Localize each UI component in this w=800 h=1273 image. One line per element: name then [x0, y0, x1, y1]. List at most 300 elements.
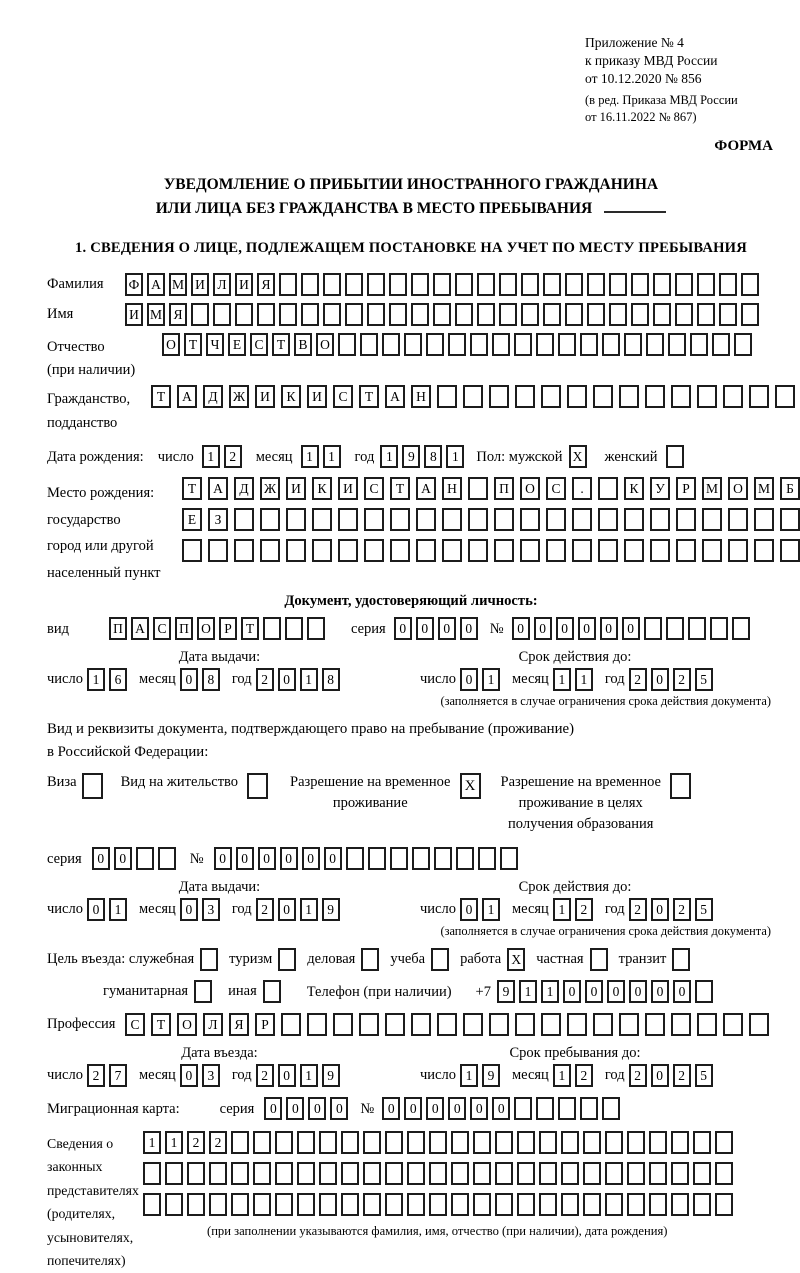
birthplace-cell[interactable] — [468, 539, 488, 562]
citizenship-cell[interactable] — [567, 385, 587, 408]
representative-cell[interactable] — [165, 1193, 183, 1216]
permit-series-cell[interactable] — [136, 847, 154, 870]
phone-cell[interactable] — [695, 980, 713, 1003]
birth-year-cell[interactable]: 9 — [402, 445, 420, 468]
citizenship-cell[interactable]: Д — [203, 385, 223, 408]
surname-cell[interactable] — [719, 273, 737, 296]
surname-cell[interactable] — [433, 273, 451, 296]
representative-cell[interactable] — [451, 1193, 469, 1216]
identity-valid-day-cell[interactable]: 1 — [482, 668, 500, 691]
migration-card-number-cell[interactable]: 0 — [404, 1097, 422, 1120]
birthplace-cell[interactable]: С — [546, 477, 566, 500]
phone-cell[interactable]: 0 — [585, 980, 603, 1003]
representative-cell[interactable] — [715, 1193, 733, 1216]
permit-number-cell[interactable] — [390, 847, 408, 870]
firstname-cell[interactable] — [301, 303, 319, 326]
representative-cell[interactable]: 2 — [187, 1131, 205, 1154]
birthplace-cell[interactable]: О — [520, 477, 540, 500]
surname-cell[interactable]: А — [147, 273, 165, 296]
patronymic-cell[interactable]: Т — [272, 333, 290, 356]
birthplace-cell[interactable] — [780, 539, 800, 562]
firstname-cell[interactable] — [565, 303, 583, 326]
surname-cell[interactable] — [543, 273, 561, 296]
representative-cell[interactable]: 2 — [209, 1131, 227, 1154]
stay-day-cell[interactable]: 9 — [482, 1064, 500, 1087]
birthplace-cell[interactable]: З — [208, 508, 228, 531]
stay-year-cell[interactable]: 2 — [629, 1064, 647, 1087]
birthplace-cell[interactable]: . — [572, 477, 592, 500]
citizenship-cell[interactable] — [749, 385, 769, 408]
purpose-transit-cell[interactable] — [672, 948, 690, 971]
birthplace-cell[interactable]: П — [494, 477, 514, 500]
representative-cell[interactable] — [231, 1131, 249, 1154]
profession-cell[interactable] — [333, 1013, 353, 1036]
citizenship-cell[interactable]: Ж — [229, 385, 249, 408]
permit-issue-day-cell[interactable]: 0 — [87, 898, 105, 921]
firstname-cell[interactable] — [543, 303, 561, 326]
birthplace-cell[interactable]: Ж — [260, 477, 280, 500]
entry-year-cell[interactable]: 1 — [300, 1064, 318, 1087]
stay-month-cell[interactable]: 2 — [575, 1064, 593, 1087]
identity-issue-day-cell[interactable]: 1 — [87, 668, 105, 691]
profession-cell[interactable] — [281, 1013, 301, 1036]
surname-cell[interactable] — [565, 273, 583, 296]
patronymic-cell[interactable] — [338, 333, 356, 356]
representative-cell[interactable] — [143, 1162, 161, 1185]
identity-issue-year-cell[interactable]: 8 — [322, 668, 340, 691]
birthplace-cell[interactable]: А — [208, 477, 228, 500]
profession-cell[interactable]: Л — [203, 1013, 223, 1036]
representative-cell[interactable] — [297, 1162, 315, 1185]
identity-valid-day-cell[interactable]: 0 — [460, 668, 478, 691]
representative-cell[interactable]: 1 — [165, 1131, 183, 1154]
birthplace-cell[interactable]: Б — [780, 477, 800, 500]
birth-day-cell[interactable]: 1 — [202, 445, 220, 468]
permit-valid-day-cell[interactable]: 0 — [460, 898, 478, 921]
birthplace-cell[interactable] — [312, 508, 332, 531]
migration-card-number-cell[interactable]: 0 — [492, 1097, 510, 1120]
migration-card-series-cell[interactable]: 0 — [264, 1097, 282, 1120]
birthplace-cell[interactable] — [364, 508, 384, 531]
birthplace-cell[interactable] — [702, 508, 722, 531]
firstname-cell[interactable] — [191, 303, 209, 326]
birthplace-cell[interactable] — [182, 539, 202, 562]
birthplace-cell[interactable] — [650, 508, 670, 531]
birthplace-cell[interactable] — [702, 539, 722, 562]
identity-issue-year-cell[interactable]: 0 — [278, 668, 296, 691]
representative-cell[interactable] — [561, 1131, 579, 1154]
stay-day-cell[interactable]: 1 — [460, 1064, 478, 1087]
citizenship-cell[interactable] — [671, 385, 691, 408]
profession-cell[interactable]: Т — [151, 1013, 171, 1036]
surname-cell[interactable] — [499, 273, 517, 296]
patronymic-cell[interactable] — [360, 333, 378, 356]
migration-card-series-cell[interactable]: 0 — [330, 1097, 348, 1120]
permit-number-cell[interactable] — [434, 847, 452, 870]
representative-cell[interactable] — [341, 1162, 359, 1185]
identity-issue-month-cell[interactable]: 0 — [180, 668, 198, 691]
representative-cell[interactable] — [473, 1162, 491, 1185]
birthplace-cell[interactable]: М — [702, 477, 722, 500]
representative-cell[interactable] — [187, 1162, 205, 1185]
permit-issue-year-cell[interactable]: 0 — [278, 898, 296, 921]
surname-cell[interactable] — [367, 273, 385, 296]
permit-valid-year-cell[interactable]: 0 — [651, 898, 669, 921]
profession-cell[interactable] — [697, 1013, 717, 1036]
representative-cell[interactable] — [605, 1162, 623, 1185]
citizenship-cell[interactable]: И — [255, 385, 275, 408]
birthplace-cell[interactable]: У — [650, 477, 670, 500]
representative-cell[interactable] — [539, 1131, 557, 1154]
representative-cell[interactable] — [495, 1131, 513, 1154]
permit-number-cell[interactable]: 0 — [214, 847, 232, 870]
citizenship-cell[interactable]: К — [281, 385, 301, 408]
representative-cell[interactable] — [209, 1193, 227, 1216]
birthplace-cell[interactable] — [312, 539, 332, 562]
birthplace-cell[interactable]: Т — [390, 477, 410, 500]
representative-cell[interactable] — [693, 1162, 711, 1185]
firstname-cell[interactable] — [367, 303, 385, 326]
birthplace-cell[interactable] — [442, 539, 462, 562]
surname-cell[interactable] — [675, 273, 693, 296]
surname-cell[interactable]: И — [235, 273, 253, 296]
identity-valid-month-cell[interactable]: 1 — [575, 668, 593, 691]
representative-cell[interactable] — [693, 1131, 711, 1154]
phone-cell[interactable]: 0 — [563, 980, 581, 1003]
representative-cell[interactable] — [363, 1193, 381, 1216]
birthplace-cell[interactable] — [416, 539, 436, 562]
entry-day-cell[interactable]: 7 — [109, 1064, 127, 1087]
representative-cell[interactable] — [693, 1193, 711, 1216]
representative-cell[interactable] — [341, 1193, 359, 1216]
representative-cell[interactable] — [671, 1162, 689, 1185]
profession-cell[interactable] — [593, 1013, 613, 1036]
patronymic-cell[interactable] — [404, 333, 422, 356]
representative-cell[interactable] — [429, 1131, 447, 1154]
citizenship-cell[interactable] — [645, 385, 665, 408]
representative-cell[interactable] — [649, 1131, 667, 1154]
birthplace-cell[interactable] — [338, 539, 358, 562]
entry-year-cell[interactable]: 2 — [256, 1064, 274, 1087]
profession-cell[interactable] — [359, 1013, 379, 1036]
birthplace-cell[interactable] — [260, 508, 280, 531]
migration-card-number-cell[interactable] — [514, 1097, 532, 1120]
patronymic-cell[interactable] — [448, 333, 466, 356]
surname-cell[interactable] — [741, 273, 759, 296]
profession-cell[interactable] — [307, 1013, 327, 1036]
birth-year-cell[interactable]: 1 — [446, 445, 464, 468]
migration-card-number-cell[interactable] — [558, 1097, 576, 1120]
doc-series-cell[interactable]: 0 — [394, 617, 412, 640]
birthplace-cell[interactable] — [494, 539, 514, 562]
birthplace-cell[interactable] — [598, 477, 618, 500]
birthplace-cell[interactable]: О — [728, 477, 748, 500]
citizenship-cell[interactable]: С — [333, 385, 353, 408]
permit-number-cell[interactable] — [368, 847, 386, 870]
representative-cell[interactable] — [473, 1131, 491, 1154]
entry-year-cell[interactable]: 0 — [278, 1064, 296, 1087]
identity-issue-month-cell[interactable]: 8 — [202, 668, 220, 691]
profession-cell[interactable] — [671, 1013, 691, 1036]
birth-year-cell[interactable]: 8 — [424, 445, 442, 468]
representative-cell[interactable] — [385, 1131, 403, 1154]
representative-cell[interactable] — [671, 1131, 689, 1154]
birthplace-cell[interactable] — [234, 508, 254, 531]
patronymic-cell[interactable] — [602, 333, 620, 356]
representative-cell[interactable] — [385, 1193, 403, 1216]
patronymic-cell[interactable] — [668, 333, 686, 356]
citizenship-cell[interactable] — [541, 385, 561, 408]
firstname-cell[interactable] — [213, 303, 231, 326]
profession-cell[interactable] — [411, 1013, 431, 1036]
doc-number-cell[interactable]: 0 — [578, 617, 596, 640]
birthplace-cell[interactable] — [728, 508, 748, 531]
permit-series-cell[interactable] — [158, 847, 176, 870]
representative-cell[interactable] — [275, 1131, 293, 1154]
representative-cell[interactable] — [297, 1131, 315, 1154]
birthplace-cell[interactable] — [494, 508, 514, 531]
representative-cell[interactable] — [297, 1193, 315, 1216]
representative-cell[interactable] — [715, 1162, 733, 1185]
firstname-cell[interactable] — [257, 303, 275, 326]
representative-cell[interactable] — [495, 1193, 513, 1216]
identity-issue-day-cell[interactable]: 6 — [109, 668, 127, 691]
representative-cell[interactable] — [407, 1131, 425, 1154]
citizenship-cell[interactable] — [619, 385, 639, 408]
representative-cell[interactable] — [187, 1193, 205, 1216]
doc-number-cell[interactable]: 0 — [534, 617, 552, 640]
representative-cell[interactable] — [231, 1193, 249, 1216]
representative-cell[interactable] — [319, 1131, 337, 1154]
permit-valid-month-cell[interactable]: 1 — [553, 898, 571, 921]
birthplace-cell[interactable] — [468, 508, 488, 531]
citizenship-cell[interactable]: Н — [411, 385, 431, 408]
birthplace-cell[interactable]: А — [416, 477, 436, 500]
birthplace-cell[interactable] — [520, 508, 540, 531]
patronymic-cell[interactable] — [712, 333, 730, 356]
citizenship-cell[interactable] — [723, 385, 743, 408]
purpose-humanitarian-cell[interactable] — [194, 980, 212, 1003]
firstname-cell[interactable] — [521, 303, 539, 326]
doc-number-cell[interactable] — [732, 617, 750, 640]
doc-kind-cell[interactable]: О — [197, 617, 215, 640]
birthplace-cell[interactable] — [234, 539, 254, 562]
representative-cell[interactable] — [363, 1162, 381, 1185]
doc-series-cell[interactable]: 0 — [416, 617, 434, 640]
firstname-cell[interactable] — [411, 303, 429, 326]
surname-cell[interactable]: Я — [257, 273, 275, 296]
permit-series-cell[interactable]: 0 — [92, 847, 110, 870]
birthplace-cell[interactable] — [390, 539, 410, 562]
representative-cell[interactable] — [209, 1162, 227, 1185]
firstname-cell[interactable] — [279, 303, 297, 326]
birthplace-cell[interactable] — [650, 539, 670, 562]
permit-number-cell[interactable] — [412, 847, 430, 870]
permit-issue-year-cell[interactable]: 9 — [322, 898, 340, 921]
permit-valid-year-cell[interactable]: 5 — [695, 898, 713, 921]
representative-cell[interactable] — [583, 1131, 601, 1154]
surname-cell[interactable]: Л — [213, 273, 231, 296]
purpose-tourism-cell[interactable] — [278, 948, 296, 971]
permit-series-cell[interactable]: 0 — [114, 847, 132, 870]
birthplace-cell[interactable] — [780, 508, 800, 531]
permit-valid-month-cell[interactable]: 2 — [575, 898, 593, 921]
permit-issue-month-cell[interactable]: 3 — [202, 898, 220, 921]
doc-kind-cell[interactable] — [307, 617, 325, 640]
birthplace-cell[interactable] — [546, 508, 566, 531]
patronymic-cell[interactable] — [382, 333, 400, 356]
doc-series-cell[interactable]: 0 — [438, 617, 456, 640]
doc-kind-cell[interactable]: П — [109, 617, 127, 640]
birth-month-cell[interactable]: 1 — [323, 445, 341, 468]
firstname-cell[interactable] — [455, 303, 473, 326]
firstname-cell[interactable] — [477, 303, 495, 326]
birthplace-cell[interactable]: Д — [234, 477, 254, 500]
birthplace-cell[interactable] — [416, 508, 436, 531]
doc-number-cell[interactable]: 0 — [600, 617, 618, 640]
representative-cell[interactable] — [627, 1193, 645, 1216]
representative-cell[interactable] — [451, 1131, 469, 1154]
patronymic-cell[interactable] — [646, 333, 664, 356]
birthplace-cell[interactable] — [520, 539, 540, 562]
permit-valid-year-cell[interactable]: 2 — [629, 898, 647, 921]
birthplace-cell[interactable]: Т — [182, 477, 202, 500]
surname-cell[interactable] — [697, 273, 715, 296]
patronymic-cell[interactable]: Е — [228, 333, 246, 356]
citizenship-cell[interactable] — [515, 385, 535, 408]
birthplace-cell[interactable] — [676, 508, 696, 531]
permit-number-cell[interactable] — [478, 847, 496, 870]
identity-issue-year-cell[interactable]: 2 — [256, 668, 274, 691]
surname-cell[interactable]: М — [169, 273, 187, 296]
permit-valid-day-cell[interactable]: 1 — [482, 898, 500, 921]
profession-cell[interactable] — [645, 1013, 665, 1036]
permit-issue-day-cell[interactable]: 1 — [109, 898, 127, 921]
representative-cell[interactable] — [517, 1131, 535, 1154]
entry-day-cell[interactable]: 2 — [87, 1064, 105, 1087]
citizenship-cell[interactable]: Т — [359, 385, 379, 408]
purpose-work-cell[interactable]: X — [507, 948, 525, 971]
representative-cell[interactable] — [275, 1162, 293, 1185]
representative-cell[interactable] — [253, 1131, 271, 1154]
profession-cell[interactable] — [385, 1013, 405, 1036]
profession-cell[interactable]: С — [125, 1013, 145, 1036]
profession-cell[interactable] — [723, 1013, 743, 1036]
representative-cell[interactable] — [649, 1193, 667, 1216]
migration-card-number-cell[interactable] — [602, 1097, 620, 1120]
representative-cell[interactable] — [341, 1131, 359, 1154]
firstname-cell[interactable] — [499, 303, 517, 326]
purpose-study-cell[interactable] — [431, 948, 449, 971]
representative-cell[interactable] — [275, 1193, 293, 1216]
representative-cell[interactable] — [671, 1193, 689, 1216]
visa-checkbox-cell[interactable] — [82, 773, 103, 799]
representative-cell[interactable]: 1 — [143, 1131, 161, 1154]
birthplace-cell[interactable]: И — [338, 477, 358, 500]
representative-cell[interactable] — [385, 1162, 403, 1185]
birthplace-cell[interactable] — [624, 539, 644, 562]
citizenship-cell[interactable] — [775, 385, 795, 408]
stay-year-cell[interactable]: 0 — [651, 1064, 669, 1087]
representative-cell[interactable] — [649, 1162, 667, 1185]
stay-year-cell[interactable]: 2 — [673, 1064, 691, 1087]
permit-issue-month-cell[interactable]: 0 — [180, 898, 198, 921]
representative-cell[interactable] — [715, 1131, 733, 1154]
firstname-cell[interactable] — [631, 303, 649, 326]
birthplace-cell[interactable] — [598, 539, 618, 562]
migration-card-number-cell[interactable] — [536, 1097, 554, 1120]
representative-cell[interactable] — [473, 1193, 491, 1216]
permit-number-cell[interactable] — [456, 847, 474, 870]
permit-issue-year-cell[interactable]: 2 — [256, 898, 274, 921]
birthplace-cell[interactable]: М — [754, 477, 774, 500]
phone-cell[interactable]: 0 — [629, 980, 647, 1003]
surname-cell[interactable] — [279, 273, 297, 296]
purpose-official-cell[interactable] — [200, 948, 218, 971]
birth-day-cell[interactable]: 2 — [224, 445, 242, 468]
temp-permit-checkbox-cell[interactable]: X — [460, 773, 481, 799]
migration-card-number-cell[interactable]: 0 — [382, 1097, 400, 1120]
firstname-cell[interactable] — [389, 303, 407, 326]
patronymic-cell[interactable] — [690, 333, 708, 356]
birthplace-cell[interactable]: Е — [182, 508, 202, 531]
patronymic-cell[interactable]: С — [250, 333, 268, 356]
migration-card-series-cell[interactable]: 0 — [308, 1097, 326, 1120]
migration-card-number-cell[interactable]: 0 — [426, 1097, 444, 1120]
firstname-cell[interactable] — [587, 303, 605, 326]
permit-number-cell[interactable]: 0 — [258, 847, 276, 870]
birthplace-cell[interactable]: К — [624, 477, 644, 500]
permit-number-cell[interactable]: 0 — [302, 847, 320, 870]
permit-valid-year-cell[interactable]: 2 — [673, 898, 691, 921]
representative-cell[interactable] — [627, 1162, 645, 1185]
permit-number-cell[interactable]: 0 — [324, 847, 342, 870]
permit-number-cell[interactable] — [346, 847, 364, 870]
representative-cell[interactable] — [539, 1193, 557, 1216]
firstname-cell[interactable] — [653, 303, 671, 326]
birthplace-cell[interactable] — [338, 508, 358, 531]
entry-month-cell[interactable]: 3 — [202, 1064, 220, 1087]
citizenship-cell[interactable]: Т — [151, 385, 171, 408]
doc-number-cell[interactable] — [688, 617, 706, 640]
firstname-cell[interactable] — [433, 303, 451, 326]
doc-number-cell[interactable]: 0 — [556, 617, 574, 640]
purpose-other-cell[interactable] — [263, 980, 281, 1003]
sex-male-cell[interactable]: X — [569, 445, 587, 468]
migration-card-number-cell[interactable]: 0 — [448, 1097, 466, 1120]
representative-cell[interactable] — [561, 1162, 579, 1185]
firstname-cell[interactable]: Я — [169, 303, 187, 326]
citizenship-cell[interactable] — [437, 385, 457, 408]
phone-cell[interactable]: 9 — [497, 980, 515, 1003]
surname-cell[interactable] — [323, 273, 341, 296]
surname-cell[interactable] — [521, 273, 539, 296]
birthplace-cell[interactable] — [364, 539, 384, 562]
firstname-cell[interactable] — [323, 303, 341, 326]
citizenship-cell[interactable] — [593, 385, 613, 408]
representative-cell[interactable] — [429, 1162, 447, 1185]
doc-kind-cell[interactable] — [263, 617, 281, 640]
birthplace-cell[interactable]: Р — [676, 477, 696, 500]
patronymic-cell[interactable] — [536, 333, 554, 356]
representative-cell[interactable] — [231, 1162, 249, 1185]
birthplace-cell[interactable] — [754, 539, 774, 562]
birthplace-cell[interactable] — [572, 539, 592, 562]
birthplace-cell[interactable] — [260, 539, 280, 562]
firstname-cell[interactable]: И — [125, 303, 143, 326]
birthplace-cell[interactable] — [208, 539, 228, 562]
representative-cell[interactable] — [495, 1162, 513, 1185]
